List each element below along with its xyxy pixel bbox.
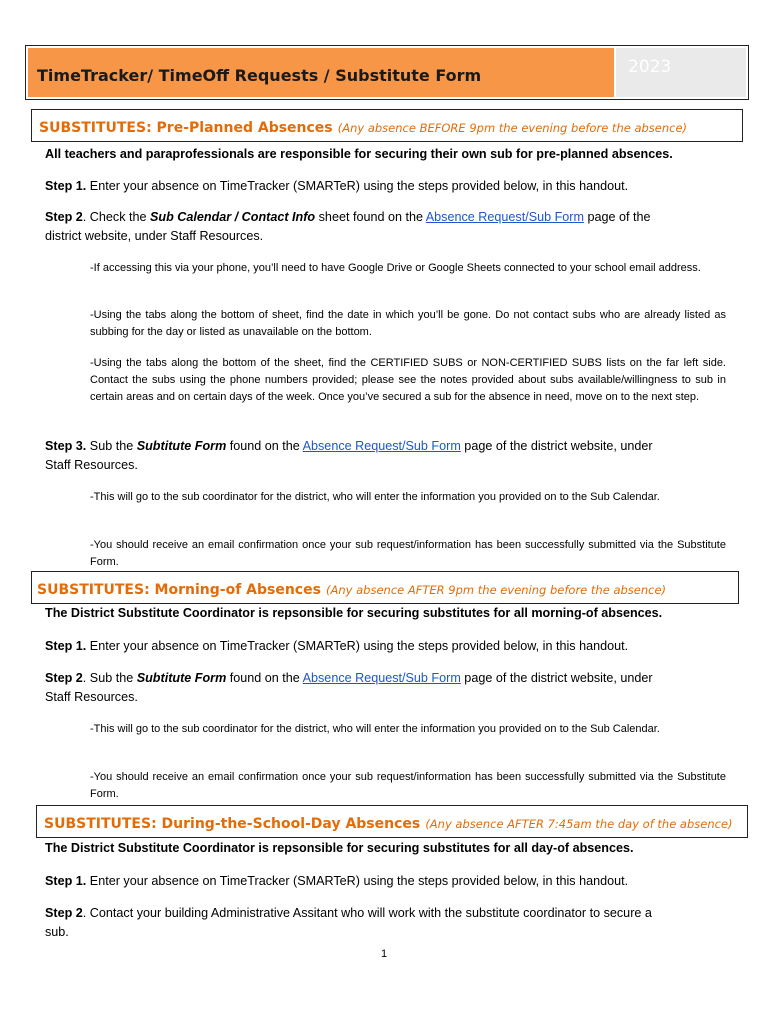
step-2-line-2: sub. xyxy=(45,925,69,939)
header-title-bar xyxy=(28,48,614,97)
step-1: Step 1. Enter your absence on TimeTracker (SMARTeR) using the steps provided below, in this handout. xyxy=(45,639,629,653)
step-2-line-2: district website, under Staff Resources. xyxy=(45,229,264,243)
note: -If accessing this via your phone, you’ll need to have Google Drive or Google Sheets connected to your school email address. xyxy=(90,262,701,274)
page-number: 1 xyxy=(381,948,388,960)
absence-request-link[interactable]: Absence Request/Sub Form xyxy=(302,439,461,453)
step-3: Step 3. Sub the Subtitute Form found on the Absence Request/Sub Form page of the district website, under xyxy=(45,439,653,453)
section-note: (Any absence AFTER 7:45am the day of the absence) xyxy=(425,817,733,831)
step-1: Step 1. Enter your absence on TimeTracker (SMARTeR) using the steps provided below, in this handout. xyxy=(45,179,629,193)
step-2: Step 2. Contact your building Administrative Assitant who will work with the substitute coordinator to secure a xyxy=(45,906,652,920)
note: -You should receive an email confirmation once your sub request/information has been successfully submitted via the Substitute Form. xyxy=(90,771,726,800)
step-3-line-2: Staff Resources. xyxy=(45,458,138,472)
step-2: Step 2. Check the Sub Calendar / Contact Info sheet found on the Absence Request/Sub Form page of the xyxy=(45,210,651,224)
section-heading: SUBSTITUTES: Pre-Planned Absences xyxy=(39,120,333,136)
section-intro: The District Substitute Coordinator is repsonsible for securing substitutes for all morning-of absences. xyxy=(45,606,663,620)
header-banner xyxy=(25,45,749,100)
section-title-morning-of xyxy=(37,579,666,598)
document-title: TimeTracker/ TimeOff Requests / Substitute Form xyxy=(37,66,482,85)
step-1: Step 1. Enter your absence on TimeTracker (SMARTeR) using the steps provided below, in this handout. xyxy=(45,874,629,888)
step-2-line-2: Staff Resources. xyxy=(45,690,138,704)
section-intro: The District Substitute Coordinator is repsonsible for securing substitutes for all day-of absences. xyxy=(45,841,634,855)
step-2: Step 2. Sub the Subtitute Form found on the Absence Request/Sub Form page of the district website, under xyxy=(45,671,653,685)
section-note: (Any absence AFTER 9pm the evening before the absence) xyxy=(326,583,667,597)
header-year-box xyxy=(616,48,746,97)
section-title-during-school-day xyxy=(44,813,733,832)
section-heading: SUBSTITUTES: Morning-of Absences xyxy=(37,582,321,598)
document-year: 2023 xyxy=(628,57,672,77)
section-heading: SUBSTITUTES: During-the-School-Day Absences xyxy=(44,816,421,832)
note: -This will go to the sub coordinator for the district, who will enter the information you provided on to the Sub Calendar. xyxy=(90,491,660,503)
section-intro: All teachers and paraprofessionals are responsible for securing their own sub for pre-planned absences. xyxy=(45,147,673,161)
note: -Using the tabs along the bottom of sheet, find the date in which you’ll be gone. Do not contact subs who are already listed as subbing for the day or listed as unavailable on the bottom. xyxy=(90,309,726,338)
absence-request-link[interactable]: Absence Request/Sub Form xyxy=(302,671,461,685)
note: -You should receive an email confirmation once your sub request/information has been successfully submitted via the Substitute Form. xyxy=(90,539,726,568)
section-title-pre-planned xyxy=(39,117,687,136)
absence-request-link[interactable]: Absence Request/Sub Form xyxy=(425,210,584,224)
section-note: (Any absence BEFORE 9pm the evening before the absence) xyxy=(337,121,688,135)
note: -Using the tabs along the bottom of the sheet, find the CERTIFIED SUBS or NON-CERTIFIED SUBS lists on the far left side. Contact the subs using the phone numbers provided; please see the notes provided about subs available/willingness to sub in certain areas and on certain days of the week. Once you’ve secured a sub for the absence in need, move on to the next step. xyxy=(90,357,726,403)
note: -This will go to the sub coordinator for the district, who will enter the information you provided on to the Sub Calendar. xyxy=(90,723,660,735)
